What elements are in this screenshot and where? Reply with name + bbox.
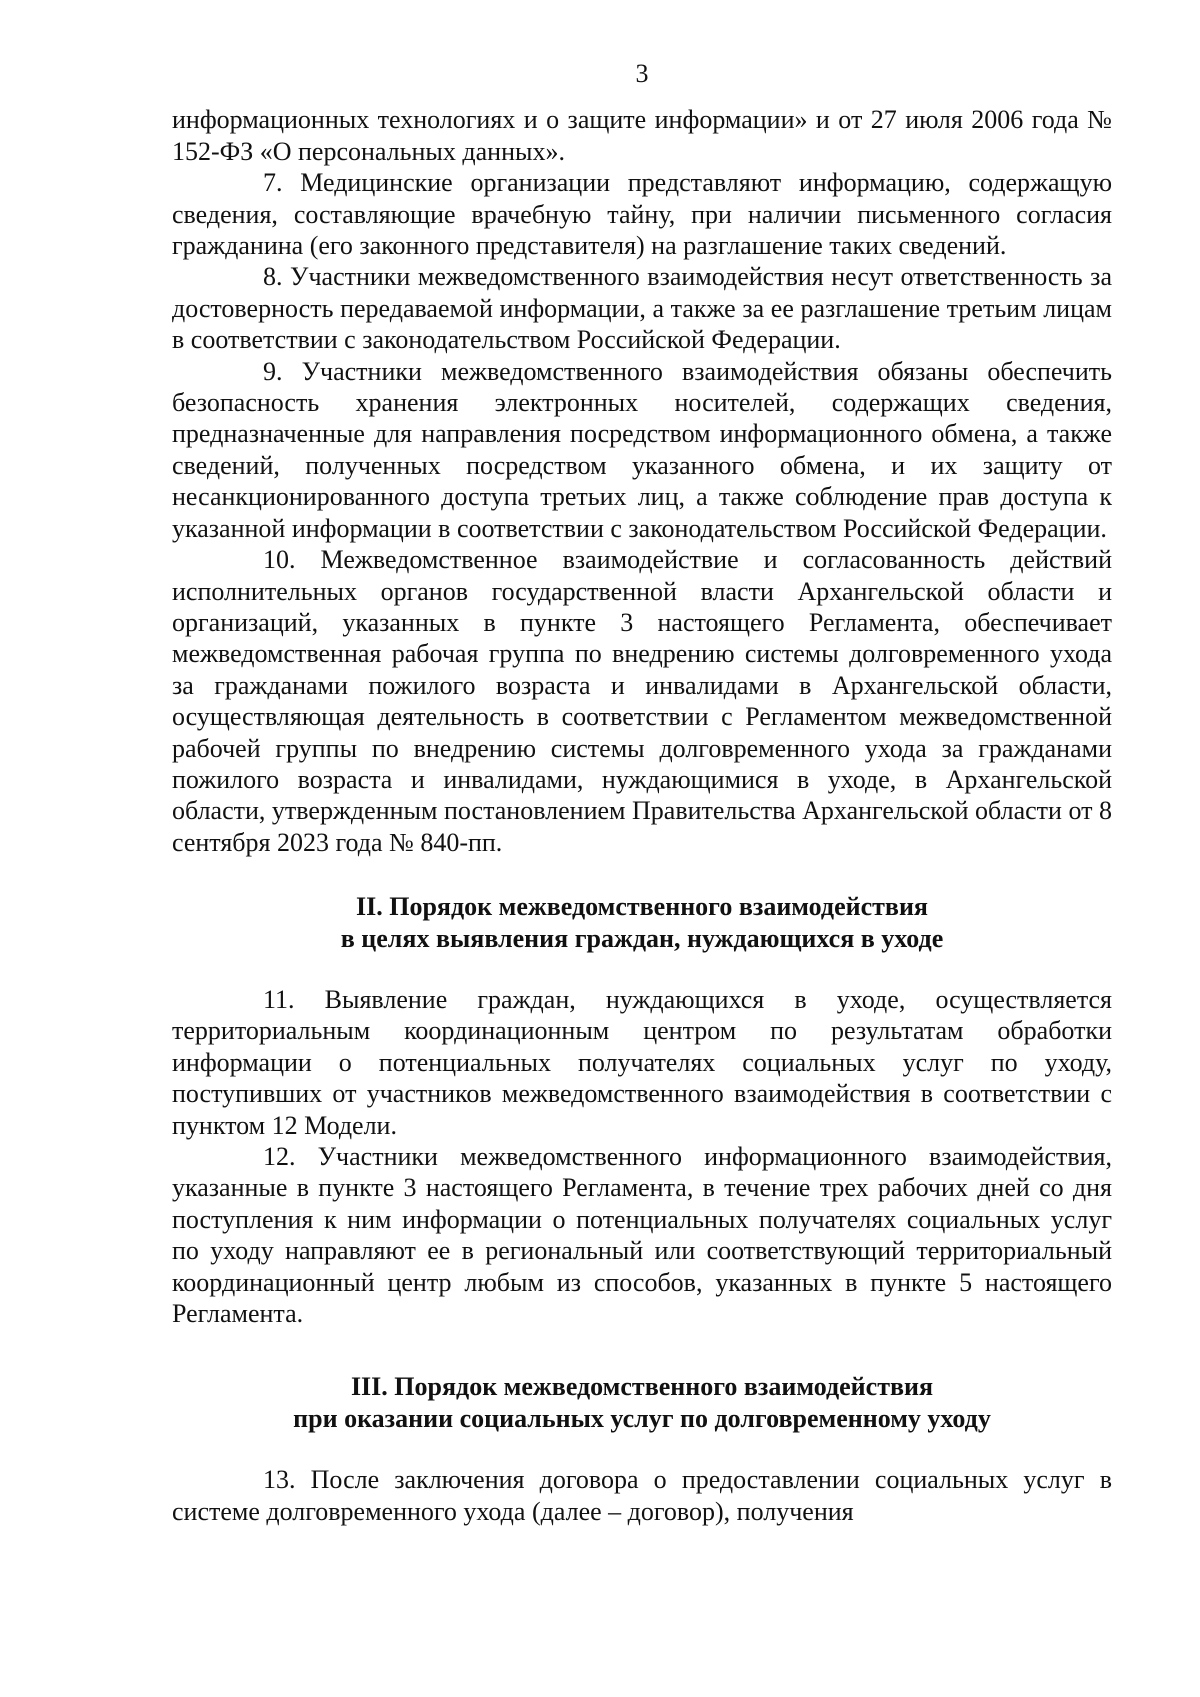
paragraph: 7. Медицинские организации представляют информацию, содержащую сведения, составляющие врачебную тайну, при наличии письменного согласия гражданина (его законного представителя) на разглашение таких сведений. [172, 168, 1112, 261]
section-heading-line: II. Порядок межведомственного взаимодействия [356, 892, 928, 922]
section-heading-line: в целях выявления граждан, нуждающихся в уходе [340, 923, 944, 953]
paragraph: 13. После заключения договора о предоставлении социальных услуг в системе долговременного ухода (далее – договор), получения [172, 1465, 1112, 1526]
paragraphs-part3 [172, 1464, 1112, 1527]
page-number: 3 [635, 59, 649, 88]
paragraph: 10. Межведомственное взаимодействие и согласованность действий исполнительных органов государственной власти Архангельской области и организаций, указанных в пункте 3 настоящего Регламента, обеспечивает межведомственная рабочая группа по внедрению системы долговременного ухода за гражданами пожилого возраста и инвалидами в Архангельской области, осуществляющая деятельность в соответствии с Регламентом межведомственной рабочей группы по внедрению системы долговременного ухода за гражданами пожилого возраста и инвалидами, нуждающимися в уходе, в Архангельской области, утвержденным постановлением Правительства Архангельской области от 8 сентября 2023 года № 840-пп. [172, 545, 1112, 857]
section-heading-line: при оказании социальных услуг по долговременному уходу [293, 1403, 991, 1433]
paragraph: 12. Участники межведомственного информационного взаимодействия, указанные в пункте 3 настоящего Регламента, в течение трех рабочих дней со дня поступления к ним информации о потенциальных получателях социальных услуг по уходу направляют ее в региональный или соответствующий территориальный координационный центр любым из способов, указанных в пункте 5 настоящего Регламента. [172, 1142, 1112, 1329]
section-heading-3 [172, 1371, 1112, 1434]
paragraph: информационных технологиях и о защите информации» и от 27 июля 2006 года № 152-ФЗ «О персональных данных». [172, 105, 1112, 166]
paragraph: 11. Выявление граждан, нуждающихся в уходе, осуществляется территориальным координационным центром по результатам обработки информации о потенциальных получателях социальных услуг по уходу, поступивших от участников межведомственного взаимодействия в соответствии с пунктом 12 Модели. [172, 984, 1112, 1140]
section-heading-line: III. Порядок межведомственного взаимодействия [350, 1372, 934, 1402]
paragraphs-part2 [172, 984, 1112, 1329]
paragraph: 9. Участники межведомственного взаимодействия обязаны обеспечить безопасность хранения электронных носителей, содержащих сведения, предназначенные для направления посредством информационного обмена, а также сведений, полученных посредством указанного обмена, и их защиту от несанкционированного доступа третьих лиц, а также соблюдение прав доступа к указанной информации в соответствии с законодательством Российской Федерации. [172, 356, 1112, 543]
paragraph: 8. Участники межведомственного взаимодействия несут ответственность за достоверность передаваемой информации, а также за ее разглашение третьим лицам в соответствии с законодательством Российской Федерации. [172, 262, 1112, 355]
section-heading-2 [172, 891, 1112, 954]
paragraphs-part1 [172, 104, 1112, 858]
